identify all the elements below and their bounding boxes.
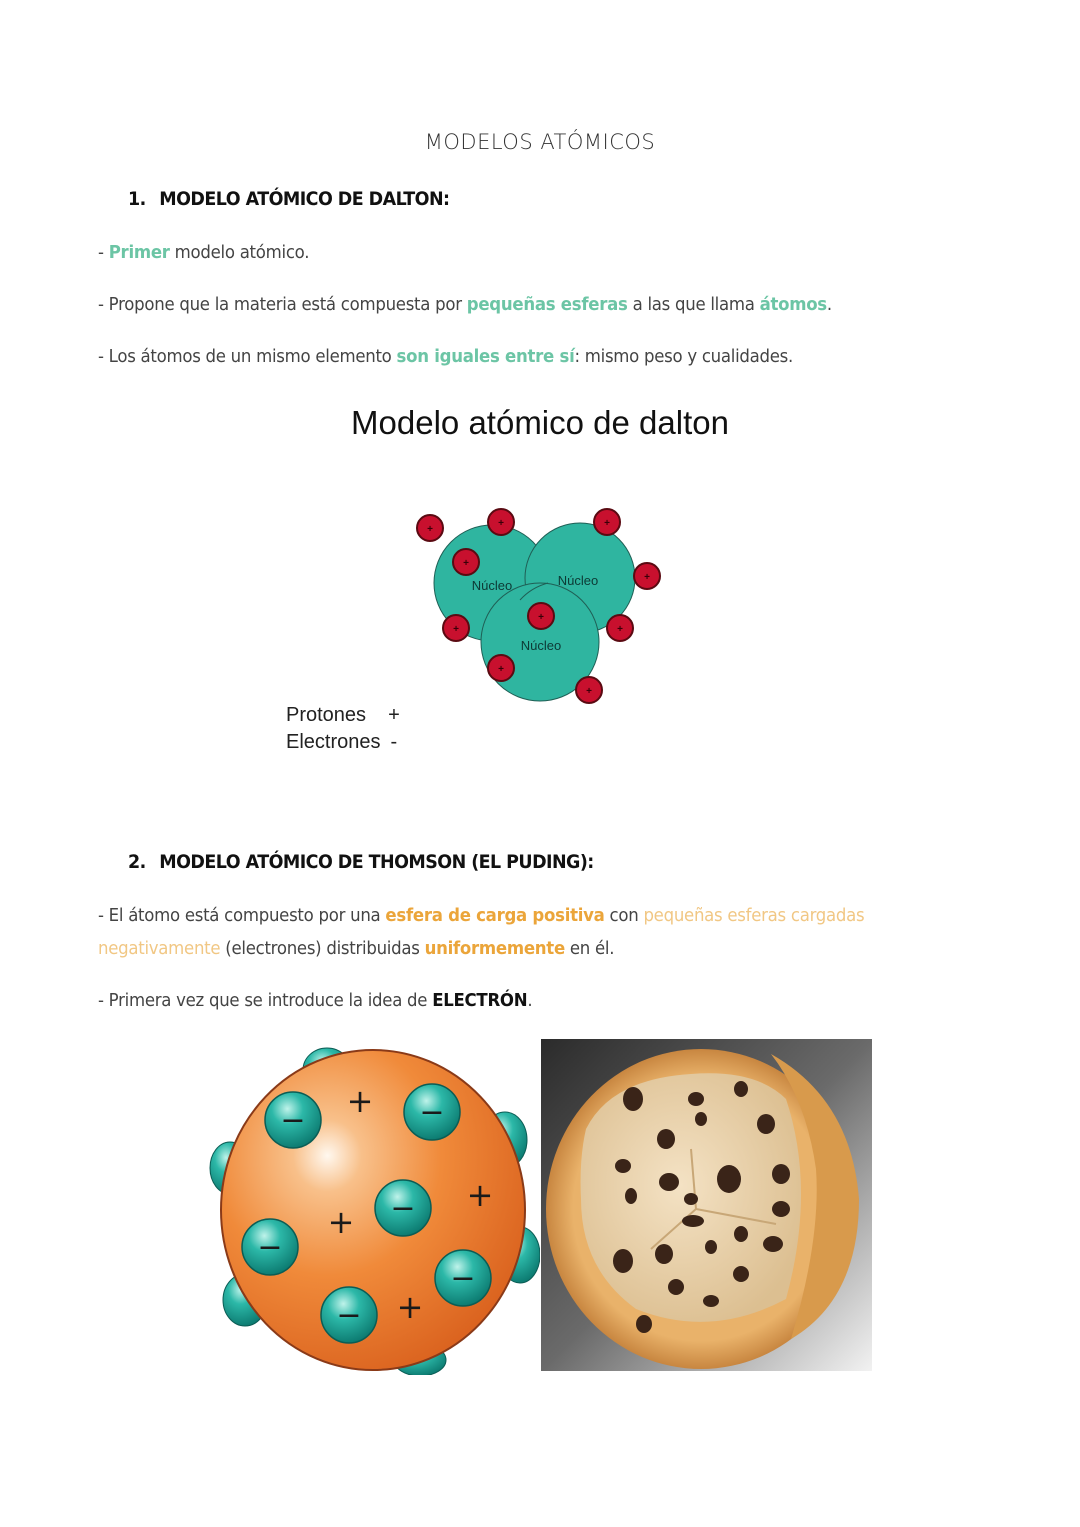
dalton-atom-diagram: [400, 500, 680, 715]
svg-text:−: −: [280, 1103, 306, 1138]
text: .: [826, 294, 832, 315]
dalton-bullet-3: [98, 340, 793, 373]
highlight-text: uniformemente: [424, 938, 565, 959]
text: con: [604, 905, 644, 926]
dalton-legend: [286, 702, 400, 756]
section-1-heading: [128, 188, 449, 210]
svg-text:+: +: [538, 612, 544, 623]
highlight-text: esfera de carga positiva: [385, 905, 605, 926]
document-title: MODELOS ATÓMICOS: [424, 130, 656, 154]
svg-text:+: +: [466, 1176, 494, 1214]
svg-text:+: +: [586, 686, 592, 697]
text: en él.: [564, 938, 615, 959]
svg-text:−: −: [450, 1261, 476, 1296]
plum-pudding-photo: [541, 1039, 872, 1371]
svg-text:+: +: [604, 518, 610, 529]
section-heading-text: MODELO ATÓMICO DE DALTON:: [159, 188, 450, 210]
section-number: 2.: [128, 851, 146, 873]
section-2-heading: [128, 851, 594, 873]
svg-text:+: +: [498, 664, 504, 675]
legend-symbol: +: [388, 704, 400, 726]
text: modelo atómico.: [169, 242, 310, 263]
legend-protons: [286, 702, 400, 729]
section-heading-text: MODELO ATÓMICO DE THOMSON (EL PUDING):: [159, 851, 594, 873]
legend-electrons: [286, 729, 400, 756]
dalton-figure-title: Modelo atómico de dalton: [351, 404, 729, 441]
text: - Primera vez que se introduce la idea de: [98, 990, 433, 1011]
svg-text:Núcleo: Núcleo: [520, 638, 562, 653]
text: .: [527, 990, 533, 1011]
thomson-bullet-2: [98, 984, 532, 1017]
dalton-bullet-2: [98, 288, 832, 321]
text: : mismo peso y cualidades.: [574, 346, 794, 367]
section-number: 1.: [128, 188, 146, 210]
svg-text:−: −: [257, 1230, 283, 1265]
highlight-text: negativamente: [98, 938, 221, 959]
thomson-bullet-1-line-1: [98, 899, 864, 932]
svg-text:+: +: [453, 624, 459, 635]
highlight-text: ELECTRÓN: [432, 990, 528, 1011]
legend-label: Electrones: [286, 731, 381, 753]
text: (electrones) distribuidas: [220, 938, 425, 959]
highlight-text: átomos: [759, 294, 827, 315]
text: - Propone que la materia está compuesta por: [98, 294, 467, 315]
highlight-text: pequeñas esferas: [466, 294, 628, 315]
svg-text:+: +: [617, 624, 623, 635]
text: -: [98, 242, 109, 263]
legend-label: Protones: [286, 704, 367, 726]
svg-text:−: −: [419, 1095, 445, 1130]
svg-text:+: +: [463, 558, 469, 569]
text: - Los átomos de un mismo elemento: [98, 346, 397, 367]
svg-text:+: +: [396, 1288, 424, 1326]
svg-text:+: +: [346, 1082, 374, 1120]
text: a las que llama: [627, 294, 760, 315]
dalton-bullet-1: [98, 236, 309, 269]
svg-text:+: +: [327, 1203, 355, 1241]
svg-text:+: +: [498, 518, 504, 529]
svg-text:−: −: [390, 1191, 416, 1226]
thomson-atom-diagram: [205, 1040, 540, 1375]
svg-text:+: +: [644, 572, 650, 583]
svg-text:−: −: [336, 1298, 362, 1333]
svg-text:Núcleo: Núcleo: [471, 578, 513, 593]
legend-symbol: -: [390, 731, 398, 753]
highlight-text: son iguales entre sí: [396, 346, 575, 367]
text: - El átomo está compuesto por una: [98, 905, 386, 926]
svg-text:+: +: [427, 524, 433, 535]
thomson-bullet-1-line-2: [98, 932, 614, 965]
highlight-text: Primer: [108, 242, 170, 263]
svg-text:Núcleo: Núcleo: [557, 573, 599, 588]
highlight-text: pequeñas esferas cargadas: [643, 905, 865, 926]
